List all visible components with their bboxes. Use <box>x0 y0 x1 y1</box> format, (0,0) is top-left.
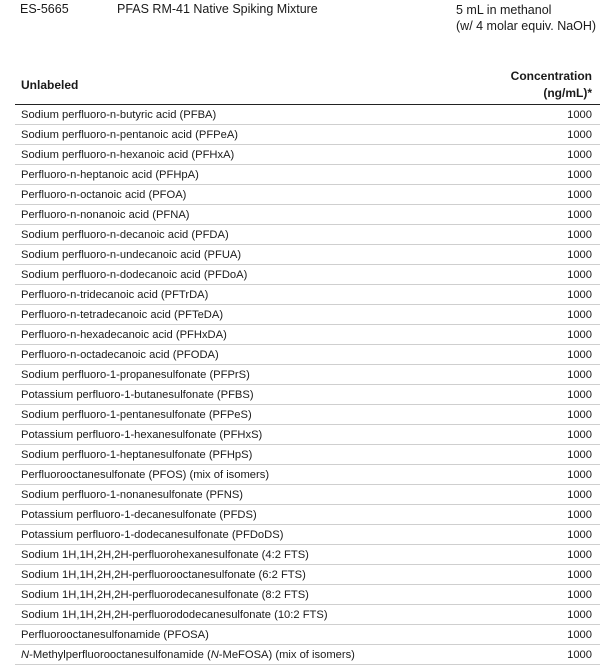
compound-concentration: 1000 <box>567 269 592 281</box>
compound-concentration: 1000 <box>567 549 592 561</box>
table-row <box>15 305 600 325</box>
compound-name: Potassium perfluoro-1-butanesulfonate (PFBS) <box>21 389 254 401</box>
compound-name: Sodium 1H,1H,2H,2H-perfluorododecanesulfonate (10:2 FTS) <box>21 609 328 621</box>
compound-name: Potassium perfluoro-1-decanesulfonate (PFDS) <box>21 509 257 521</box>
compound-name: Sodium perfluoro-n-butyric acid (PFBA) <box>21 109 217 121</box>
solvent-line-2: (w/ 4 molar equiv. NaOH) <box>456 19 597 33</box>
table-header <box>15 66 600 105</box>
compound-concentration: 1000 <box>567 349 592 361</box>
table-row <box>15 205 600 225</box>
table-row <box>15 445 600 465</box>
table-row <box>15 125 600 145</box>
compound-concentration: 1000 <box>567 109 592 121</box>
compound-name: Sodium perfluoro-1-nonanesulfonate (PFNS) <box>21 489 244 501</box>
compound-concentration: 1000 <box>567 309 592 321</box>
compound-name: Perfluoro-n-octadecanoic acid (PFODA) <box>21 349 219 361</box>
compound-name: Perfluoro-n-octanoic acid (PFOA) <box>21 189 187 201</box>
compound-concentration: 1000 <box>567 529 592 541</box>
compound-name: Sodium 1H,1H,2H,2H-perfluorodecanesulfonate (8:2 FTS) <box>21 589 309 601</box>
compound-concentration: 1000 <box>567 289 592 301</box>
compound-name: Perfluoro-n-nonanoic acid (PFNA) <box>21 209 190 221</box>
compound-name: Perfluoro-n-heptanoic acid (PFHpA) <box>21 169 199 181</box>
table-row <box>15 265 600 285</box>
compound-concentration: 1000 <box>567 389 592 401</box>
column-header-concentration-line-1: Concentration <box>510 69 592 83</box>
compound-concentration: 1000 <box>567 489 592 501</box>
solvent-line-1: 5 mL in methanol <box>456 3 552 17</box>
table-row <box>15 625 600 645</box>
table-row <box>15 585 600 605</box>
compound-name: Sodium perfluoro-1-heptanesulfonate (PFHpS) <box>21 449 253 461</box>
compound-concentration: 1000 <box>567 569 592 581</box>
compound-concentration: 1000 <box>567 329 592 341</box>
catalog-number: ES-5665 <box>20 2 69 16</box>
compound-concentration: 1000 <box>567 629 592 641</box>
compound-concentration: 1000 <box>567 609 592 621</box>
table-row <box>15 645 600 665</box>
column-header-name: Unlabeled <box>21 78 79 92</box>
compound-concentration: 1000 <box>567 149 592 161</box>
product-header <box>0 0 610 40</box>
column-header-concentration <box>511 68 592 102</box>
compound-name: Potassium perfluoro-1-dodecanesulfonate (PFDoDS) <box>21 529 284 541</box>
compound-name: Perfluoro-n-tetradecanoic acid (PFTeDA) <box>21 309 224 321</box>
compound-name: Sodium perfluoro-n-decanoic acid (PFDA) <box>21 229 229 241</box>
compound-name: Perfluoro-n-tridecanoic acid (PFTrDA) <box>21 289 209 301</box>
table-row <box>15 145 600 165</box>
compound-concentration: 1000 <box>567 129 592 141</box>
table-row <box>15 185 600 205</box>
compound-name: Sodium 1H,1H,2H,2H-perfluorohexanesulfonate (4:2 FTS) <box>21 549 309 561</box>
compound-concentration: 1000 <box>567 589 592 601</box>
table-row <box>15 325 600 345</box>
compound-concentration: 1000 <box>567 169 592 181</box>
compound-concentration: 1000 <box>567 229 592 241</box>
table-row <box>15 605 600 625</box>
compound-concentration: 1000 <box>567 189 592 201</box>
table-row <box>15 365 600 385</box>
table-row <box>15 485 600 505</box>
compound-name: Sodium perfluoro-n-undecanoic acid (PFUA) <box>21 249 242 261</box>
table-row <box>15 385 600 405</box>
compound-concentration: 1000 <box>567 369 592 381</box>
compound-name: Potassium perfluoro-1-hexanesulfonate (PFHxS) <box>21 429 263 441</box>
compound-concentration: 1000 <box>567 449 592 461</box>
column-header-concentration-line-2: (ng/mL)* <box>543 86 592 100</box>
compound-name: Sodium perfluoro-1-pentanesulfonate (PFPeS) <box>21 409 252 421</box>
table-row <box>15 505 600 525</box>
compound-name: Perfluorooctanesulfonamide (PFOSA) <box>21 629 209 641</box>
table-row <box>15 405 600 425</box>
compound-concentration: 1000 <box>567 209 592 221</box>
compound-name: Sodium perfluoro-n-pentanoic acid (PFPeA) <box>21 129 239 141</box>
table-row <box>15 465 600 485</box>
table-row <box>15 425 600 445</box>
compound-name: Sodium perfluoro-n-dodecanoic acid (PFDoA) <box>21 269 248 281</box>
compound-name: Perfluoro-n-hexadecanoic acid (PFHxDA) <box>21 329 227 341</box>
compound-name: Sodium perfluoro-n-hexanoic acid (PFHxA) <box>21 149 235 161</box>
solvent-description <box>456 2 596 34</box>
compound-name: Perfluorooctanesulfonate (PFOS) (mix of isomers) <box>21 469 270 481</box>
compound-concentration: 1000 <box>567 469 592 481</box>
table-row <box>15 565 600 585</box>
table-row <box>15 225 600 245</box>
table-row <box>15 345 600 365</box>
compounds-table <box>15 66 600 665</box>
compound-concentration: 1000 <box>567 249 592 261</box>
compound-name: Sodium perfluoro-1-propanesulfonate (PFPrS) <box>21 369 250 381</box>
table-row <box>15 165 600 185</box>
compound-concentration: 1000 <box>567 409 592 421</box>
table-row <box>15 245 600 265</box>
compound-name: N-Methylperfluorooctanesulfonamide (N-MeFOSA) (mix of isomers) <box>21 649 355 661</box>
compound-name: Sodium 1H,1H,2H,2H-perfluorooctanesulfonate (6:2 FTS) <box>21 569 306 581</box>
product-name: PFAS RM-41 Native Spiking Mixture <box>117 2 318 16</box>
table-row <box>15 545 600 565</box>
compound-concentration: 1000 <box>567 429 592 441</box>
table-row <box>15 105 600 125</box>
table-row <box>15 525 600 545</box>
table-body <box>15 105 600 665</box>
table-row <box>15 285 600 305</box>
compound-concentration: 1000 <box>567 509 592 521</box>
compound-concentration: 1000 <box>567 649 592 661</box>
